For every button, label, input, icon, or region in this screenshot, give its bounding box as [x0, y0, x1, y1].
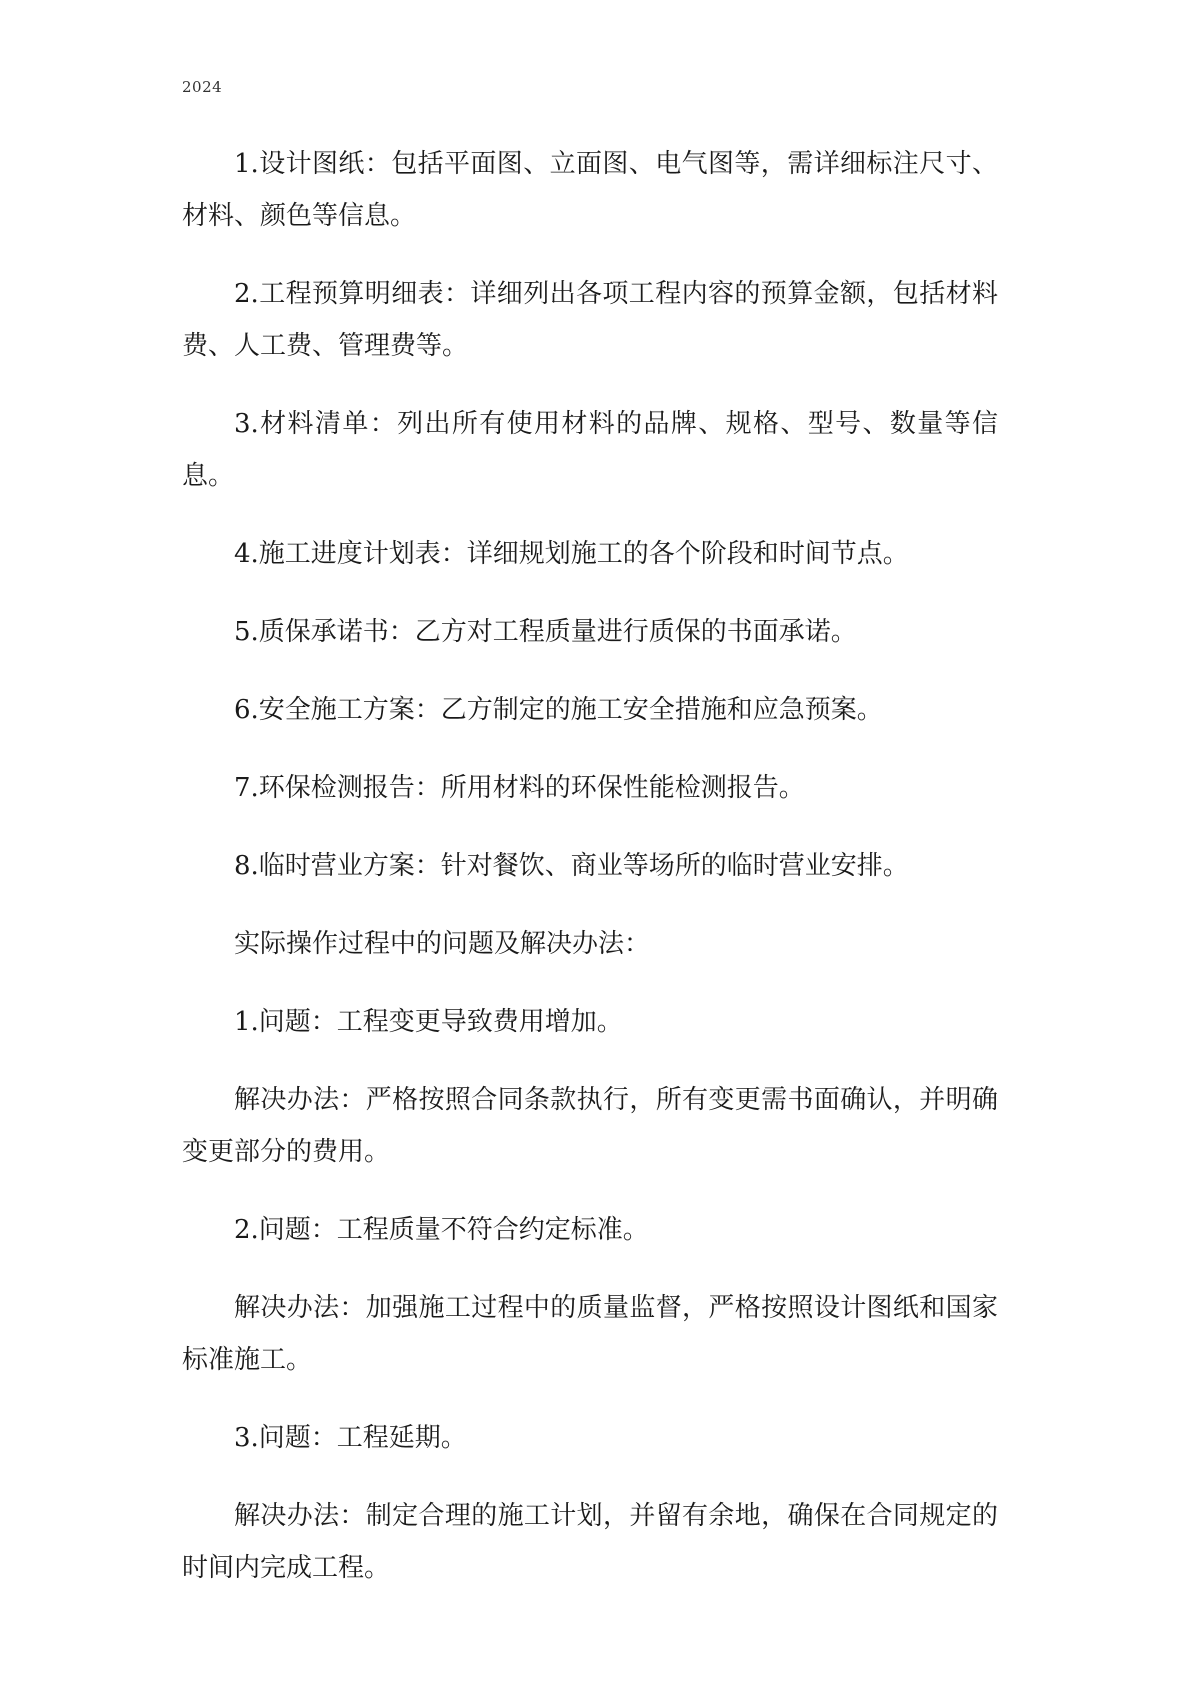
- paragraph-budget-table: 2.工程预算明细表：详细列出各项工程内容的预算金额，包括材料费、人工费、管理费等。: [182, 279, 998, 361]
- problem-2: 2.问题：工程质量不符合约定标准。: [234, 1215, 649, 1245]
- paragraph-material-list: 3.材料清单：列出所有使用材料的品牌、规格、型号、数量等信息。: [182, 409, 998, 491]
- solution-2: 解决办法：加强施工过程中的质量监督，严格按照设计图纸和国家标准施工。: [182, 1293, 998, 1375]
- paragraph-safety-plan: 6.安全施工方案：乙方制定的施工安全措施和应急预案。: [234, 695, 883, 725]
- solution-3: 解决办法：制定合理的施工计划，并留有余地，确保在合同规定的时间内完成工程。: [182, 1501, 998, 1583]
- document-body: [182, 138, 998, 1620]
- paragraph-design-drawings: 1.设计图纸：包括平面图、立面图、电气图等，需详细标注尺寸、材料、颜色等信息。: [182, 149, 998, 231]
- paragraph-temporary-business: 8.临时营业方案：针对餐饮、商业等场所的临时营业安排。: [234, 851, 909, 881]
- paragraph-schedule: 4.施工进度计划表：详细规划施工的各个阶段和时间节点。: [234, 539, 909, 569]
- solution-1: 解决办法：严格按照合同条款执行，所有变更需书面确认，并明确变更部分的费用。: [182, 1085, 998, 1167]
- paragraph-environmental-report: 7.环保检测报告：所用材料的环保性能检测报告。: [234, 773, 805, 803]
- problem-1: 1.问题：工程变更导致费用增加。: [234, 1007, 623, 1037]
- problem-3: 3.问题：工程延期。: [234, 1423, 467, 1453]
- section-heading-problems: 实际操作过程中的问题及解决办法：: [234, 929, 651, 959]
- paragraph-warranty: 5.质保承诺书：乙方对工程质量进行质保的书面承诺。: [234, 617, 857, 647]
- header-year: 2024: [182, 78, 223, 96]
